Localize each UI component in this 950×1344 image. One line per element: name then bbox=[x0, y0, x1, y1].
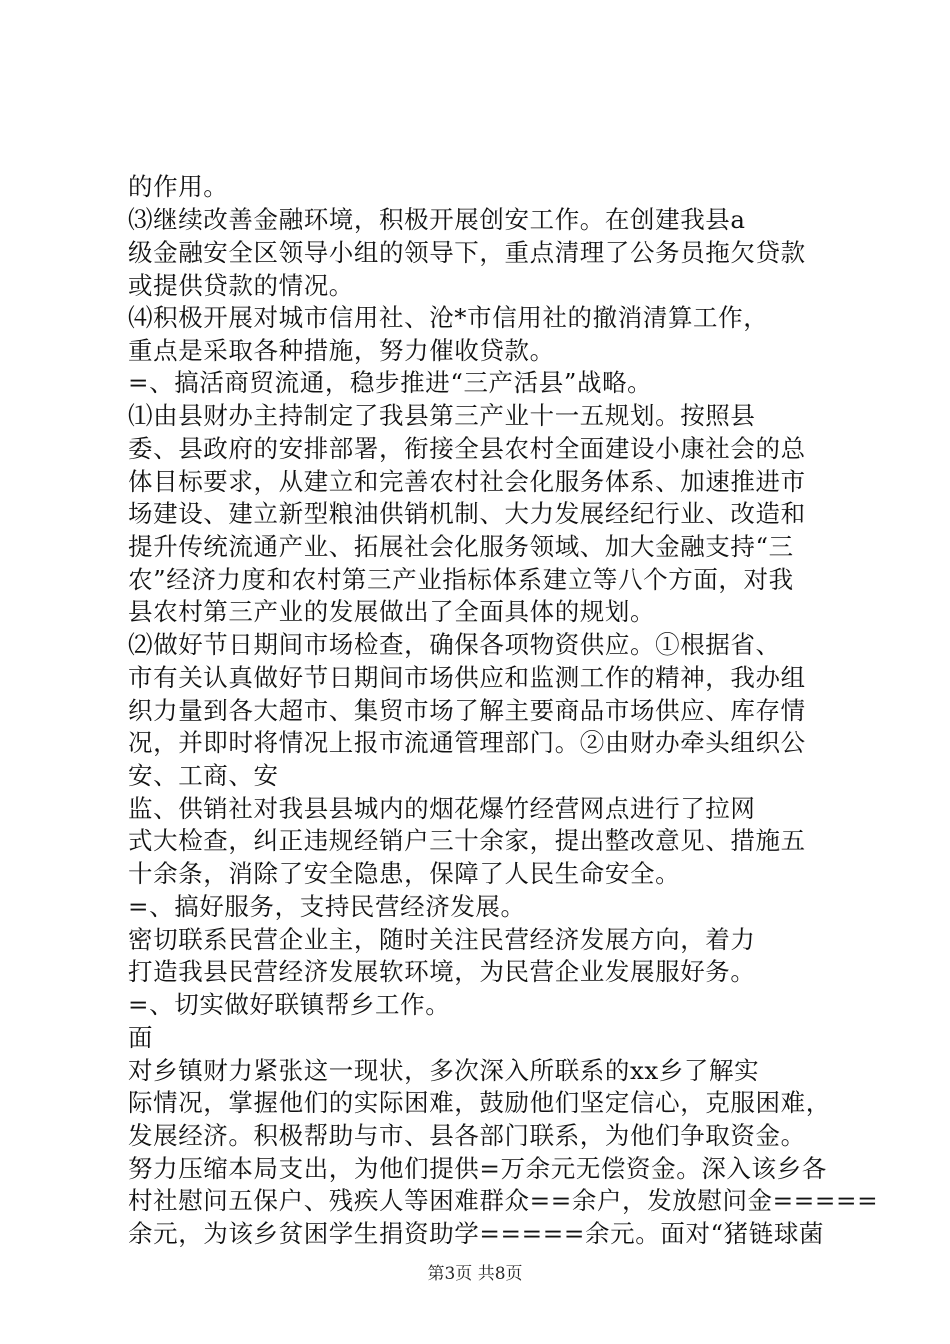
text-line: 农”经济力度和农村第三产业指标体系建立等八个方面，对我 bbox=[128, 565, 794, 594]
text-line: 打造我县民营经济发展软环境，为民营企业发展服好务。 bbox=[128, 957, 756, 986]
page-footer: 第3页 共8页 bbox=[427, 1264, 523, 1284]
text-line: 际情况，掌握他们的实际困难，鼓励他们坚定信心，克服困难， bbox=[128, 1088, 831, 1117]
text-line: 重点是采取各种措施，努力催收贷款。 bbox=[128, 336, 555, 365]
text-line: 级金融安全区领导小组的领导下，重点清理了公务员拖欠贷款 bbox=[128, 238, 806, 267]
text-line: 县农村第三产业的发展做出了全面具体的规划。 bbox=[128, 597, 656, 626]
text-line: 密切联系民营企业主，随时关注民营经济发展方向，着力 bbox=[128, 925, 756, 954]
text-line: 监、供销社对我县县城内的烟花爆竹经营网点进行了拉网 bbox=[128, 794, 756, 823]
text-line: ⑷积极开展对城市信用社、沧*市信用社的撤消清算工作， bbox=[128, 303, 769, 332]
section-heading: =、搞活商贸流通，稳步推进“三产活县”战略。 bbox=[128, 368, 653, 397]
text-line: 提升传统流通产业、拓展社会化服务领域、加大金融支持“三 bbox=[128, 532, 794, 561]
text-line: 体目标要求，从建立和完善农村社会化服务体系、加速推进市 bbox=[128, 467, 806, 496]
text-line: ⑴由县财办主持制定了我县第三产业十一五规划。按照县 bbox=[128, 401, 756, 430]
text-line: 的作用。 bbox=[128, 172, 229, 201]
text-line: ⑵做好节日期间市场检查，确保各项物资供应。①根据省、 bbox=[128, 630, 781, 659]
text-line: 或提供贷款的情况。 bbox=[128, 271, 354, 300]
text-line: 余元，为该乡贫困学生捐资助学=====余元。面对“猪链球菌 bbox=[128, 1219, 825, 1248]
text-line: 发展经济。积极帮助与市、县各部门联系，为他们争取资金。 bbox=[128, 1121, 806, 1150]
text-line: 面 bbox=[128, 1023, 154, 1052]
text-line: 对乡镇财力紧张这一现状，多次深入所联系的xx乡了解实 bbox=[128, 1056, 760, 1085]
text-line: 努力压缩本局支出，为他们提供=万余元无偿资金。深入该乡各 bbox=[128, 1154, 827, 1183]
text-line: 式大检查，纠正违规经销户三十余家，提出整改意见、措施五 bbox=[128, 826, 806, 855]
text-line: 市有关认真做好节日期间市场供应和监测工作的精神，我办组 bbox=[128, 663, 806, 692]
text-line: 场建设、建立新型粮油供销机制、大力发展经纪行业、改造和 bbox=[128, 499, 806, 528]
section-heading: =、切实做好联镇帮乡工作。 bbox=[128, 990, 451, 1019]
text-line: 十余条，消除了安全隐患，保障了人民生命安全。 bbox=[128, 859, 681, 888]
text-line: 况，并即时将情况上报市流通管理部门。②由财办牵头组织公 bbox=[128, 728, 806, 757]
text-line: 村社慰问五保户、残疾人等困难群众==余户，发放慰问金===== bbox=[128, 1186, 879, 1215]
text-line: 委、县政府的安排部署，衔接全县农村全面建设小康社会的总 bbox=[128, 434, 806, 463]
text-line: 织力量到各大超市、集贸市场了解主要商品市场供应、库存情 bbox=[128, 696, 806, 725]
text-line: 安、工商、安 bbox=[128, 761, 279, 790]
text-line: ⑶继续改善金融环境，积极开展创安工作。在创建我县a bbox=[128, 205, 746, 234]
section-heading: =、搞好服务，支持民营经济发展。 bbox=[128, 892, 526, 921]
